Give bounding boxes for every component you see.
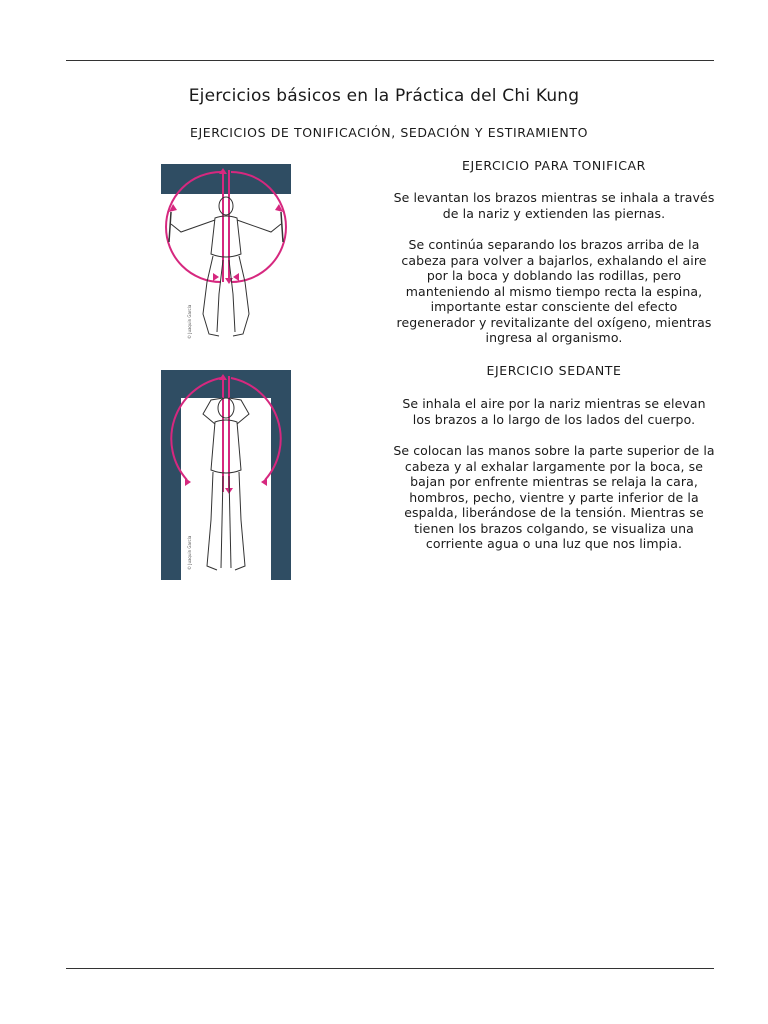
section-heading-sedative: EJERCICIO SEDANTE [486, 363, 622, 378]
tonify-exercise-illustration [161, 164, 291, 344]
svg-text:© Juaquin García: © Juaquin García [187, 304, 192, 339]
section-sedative-paragraph-2: Se colocan las manos sobre la parte superior de la cabeza y al exhalar largamente por la boca, se bajan por enfrente mientras se relaja la cara, hombros, pecho, vientre y parte inferior de la espalda, liberándose de la tensión. Mientras se tienen los brazos colgando, se visualiza una corriente agua o una luz que nos limpia. [393, 443, 715, 551]
section-sedative-paragraph-1: Se inhala el aire por la nariz mientras se elevan los brazos a lo largo de los lados del cuerpo. [402, 396, 706, 427]
section-heading-tonify: EJERCICIO PARA TONIFICAR [462, 158, 646, 173]
bottom-rule [66, 968, 714, 969]
section-tonify-paragraph-2: Se continúa separando los brazos arriba de la cabeza para volver a bajarlos, exhalando el aire por la boca y doblando las rodillas, pero manteniendo al mismo tiempo recta la espina, importante estar consciente del efecto regenerador y revitalizante del oxígeno, mientras ingresa al organismo. [396, 237, 712, 345]
sedative-exercise-illustration [161, 370, 291, 580]
page-title: Ejercicios básicos en la Práctica del Chi Kung [188, 86, 580, 106]
top-rule [66, 60, 714, 61]
page-subtitle: EJERCICIOS DE TONIFICACIÓN, SEDACIÓN Y ESTIRAMIENTO [189, 125, 589, 140]
section-tonify-paragraph-1: Se levantan los brazos mientras se inhala a través de la nariz y extienden las piernas. [393, 190, 715, 221]
svg-text:© Juaquin García: © Juaquin García [187, 535, 192, 570]
